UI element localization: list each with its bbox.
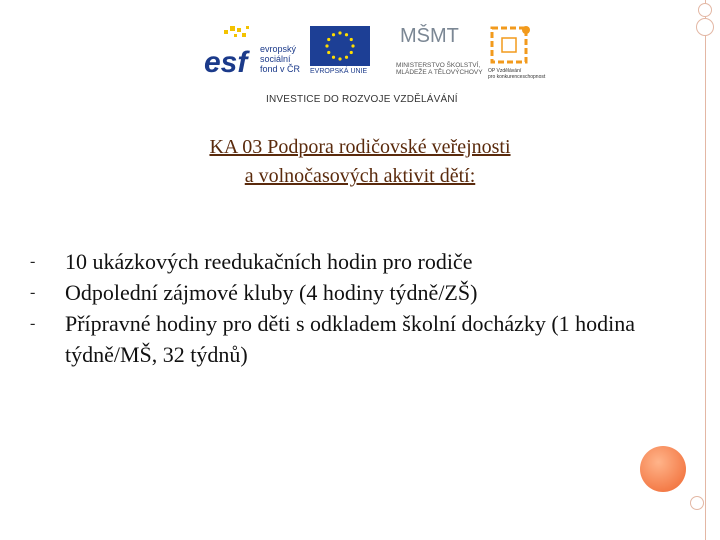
esf-text-line: fond v ČR (260, 64, 301, 74)
op-mark-icon (488, 24, 548, 66)
eu-star (338, 31, 341, 34)
eu-star (325, 44, 328, 47)
msmt-mark-text: MŠMT (400, 25, 459, 47)
eu-star (345, 56, 348, 59)
esf-text-line: evropský (260, 44, 297, 54)
msmt-mark-icon (396, 22, 486, 62)
eu-star (350, 38, 353, 41)
investice-text: INVESTICE DO ROZVOJE VZDĚLÁVÁNÍ (266, 94, 458, 105)
esf-text-line: sociální (260, 54, 291, 64)
msmt-caption-line: MLÁDEŽE A TĚLOVÝCHOVY (396, 69, 483, 76)
heading-line-2: a volnočasových aktivit dětí: (244, 165, 476, 187)
bullet-dash: - (30, 284, 36, 301)
eu-stars (310, 26, 370, 66)
bullet-text: Přípravné hodiny pro děti s odkladem školní docházky (1 hodina týdně/MŠ, 32 týdnů) (65, 311, 636, 367)
msmt-caption (396, 62, 483, 76)
eu-star (338, 57, 341, 60)
eu-star (345, 33, 348, 36)
esf-text (260, 44, 300, 74)
bullet-dash: - (30, 315, 36, 332)
esf-logo (200, 24, 308, 80)
heading-line-1: KA 03 Podpora rodičovské veřejnosti (209, 136, 511, 158)
decor-circle-small (690, 496, 704, 510)
slide-heading (100, 133, 620, 191)
bullet-item (30, 308, 670, 370)
op-caption-line: OP Vzdělávání (488, 68, 522, 74)
eu-star (332, 56, 335, 59)
eu-logo (310, 26, 372, 80)
eu-star (350, 51, 353, 54)
bullet-dash: - (30, 253, 36, 270)
decor-circle-mid (696, 18, 714, 36)
bullet-list (30, 246, 670, 370)
bullet-text: 10 ukázkových reedukačních hodin pro rodiče (65, 249, 473, 274)
msmt-logo (396, 22, 486, 80)
eu-flag-icon (310, 26, 370, 66)
bullet-item (30, 277, 670, 308)
op-logo (488, 24, 564, 82)
bullet-text: Odpolední zájmové kluby (4 hodiny týdně/ZŠ) (65, 280, 478, 305)
eu-caption: EVROPSKÁ UNIE (310, 68, 368, 75)
msmt-caption-line: MINISTERSTVO ŠKOLSTVÍ, (396, 62, 481, 69)
op-caption (488, 68, 564, 80)
op-caption-line: pro konkurenceschopnost (488, 74, 546, 80)
decor-circle-top (698, 3, 712, 17)
logo-bar (200, 20, 560, 82)
eu-star (332, 33, 335, 36)
frame-line (705, 0, 706, 540)
esf-mark-text: esf (204, 46, 248, 76)
eu-star (327, 38, 330, 41)
eu-star (327, 51, 330, 54)
eu-star (351, 44, 354, 47)
decor-circle-orange (640, 446, 686, 492)
esf-mark-icon (202, 24, 256, 76)
bullet-item (30, 246, 670, 277)
